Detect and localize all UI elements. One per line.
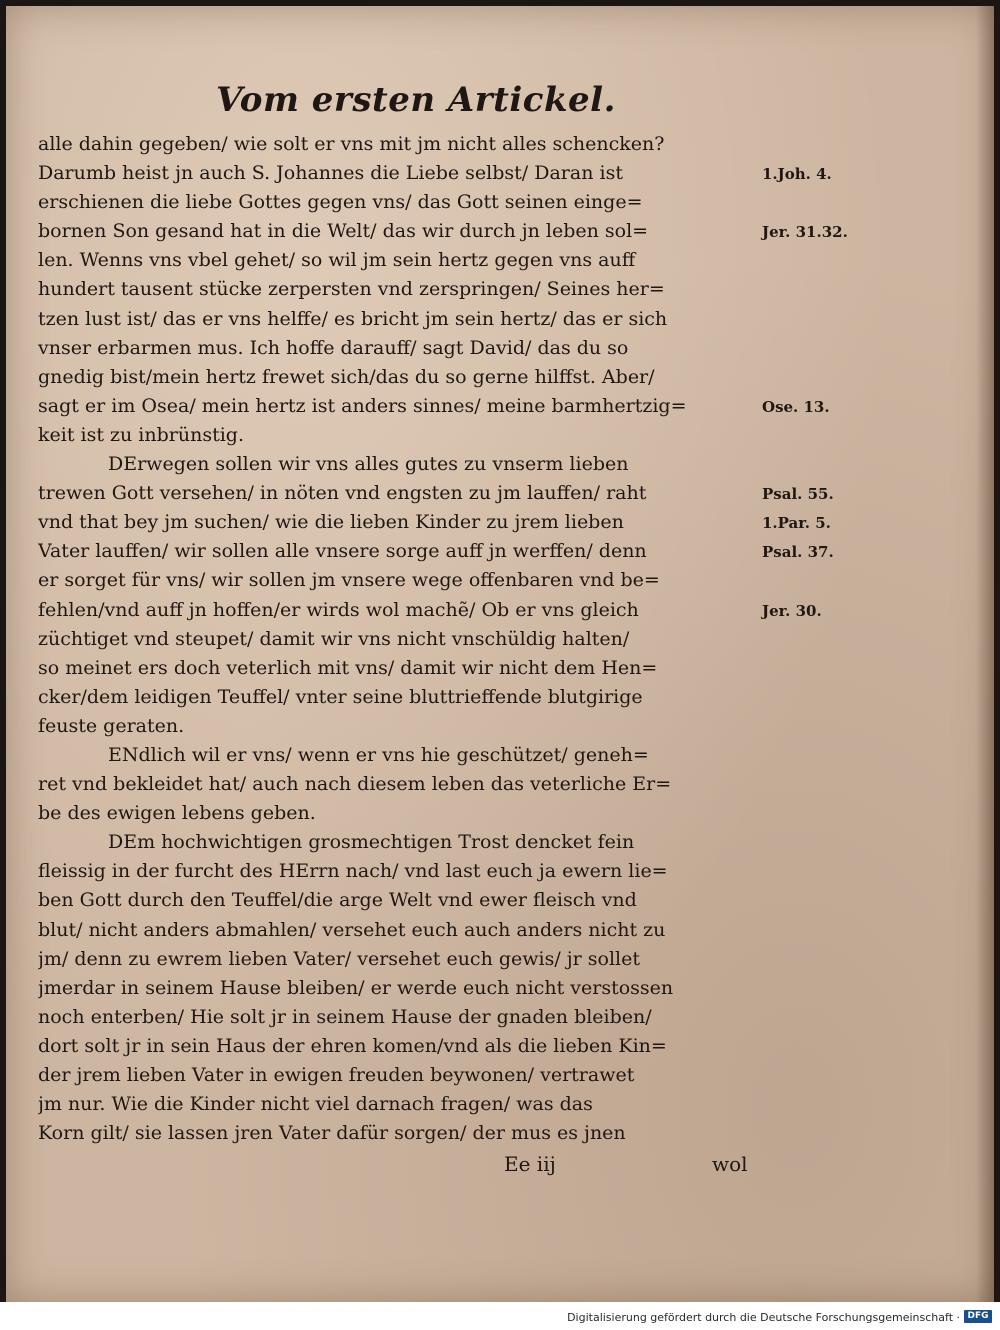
text-line: tzen lust ist/ das er vns helffe/ es bricht jm sein hertz/ das er sich xyxy=(38,307,668,330)
text-line: Vater lauffen/ wir sollen alle vnsere sorge auff jn werffen/ denn xyxy=(38,540,647,563)
text-line: ret vnd bekleidet hat/ auch nach diesem leben das veterliche Er= xyxy=(38,773,672,796)
text-line: sagt er im Osea/ mein hertz ist anders sinnes/ meine barmhertzig= xyxy=(38,394,687,417)
text-line: ben Gott durch den Teuffel/die arge Welt vnd ewer fleisch vnd xyxy=(38,889,637,912)
credit-text: Digitalisierung gefördert durch die Deutsche Forschungsgemeinschaft · xyxy=(567,1311,960,1324)
dfg-logo: DFG xyxy=(964,1310,992,1323)
text-line: hundert tausent stücke zerpersten vnd zerspringen/ Seines her= xyxy=(38,278,665,301)
running-header: Vom ersten Artickel. xyxy=(216,80,616,120)
text-line: len. Wenns vns vbel gehet/ so wil jm sein hertz gegen vns auff xyxy=(38,249,636,272)
text-line: jm nur. Wie die Kinder nicht viel darnach fragen/ was das xyxy=(38,1093,593,1116)
text-line: gnedig bist/mein hertz frewet sich/das du so gerne hilffst. Aber/ xyxy=(38,365,655,388)
text-line: erschienen die liebe Gottes gegen vns/ das Gott seinen einge= xyxy=(38,191,643,214)
text-line: ENdlich wil er vns/ wenn er vns hie geschützet/ geneh= xyxy=(108,743,649,766)
text-line: er sorget für vns/ wir sollen jm vnsere wege offenbaren vnd be= xyxy=(38,569,660,592)
text-line: DEm hochwichtigen grosmechtigen Trost dencket fein xyxy=(108,831,635,854)
margin-reference: Ose. 13. xyxy=(762,397,830,416)
text-line: so meinet ers doch veterlich mit vns/ damit wir nicht dem Hen= xyxy=(38,656,658,679)
text-line: jmerdar in seinem Hause bleiben/ er werde euch nicht verstossen xyxy=(38,976,674,999)
text-line: fehlen/vnd auff jn hoffen/er wirds wol machẽ/ Ob er vns gleich xyxy=(38,598,639,621)
margin-reference: 1.Par. 5. xyxy=(762,514,831,533)
text-line: vnd that bey jm suchen/ wie die lieben Kinder zu jrem lieben xyxy=(38,511,624,534)
text-line: Darumb heist jn auch S. Johannes die Liebe selbst/ Daran ist xyxy=(38,162,623,185)
text-line: vnser erbarmen mus. Ich hoffe darauff/ sagt David/ das du so xyxy=(38,336,629,359)
signature-mark: Ee iij xyxy=(504,1152,556,1176)
margin-reference: 1.Joh. 4. xyxy=(762,165,832,184)
text-line: keit ist zu inbrünstig. xyxy=(38,423,244,446)
text-line: züchtiget vnd steupet/ damit wir vns nicht vnschüldig halten/ xyxy=(38,627,630,650)
text-line: DErwegen sollen wir vns alles gutes zu vnserm lieben xyxy=(108,453,629,476)
text-line: fleissig in der furcht des HErrn nach/ vnd last euch ja ewern lie= xyxy=(38,860,668,883)
text-line: cker/dem leidigen Teuffel/ vnter seine bluttrieffende blutgirige xyxy=(38,685,643,708)
text-line: blut/ nicht anders abmahlen/ versehet euch auch anders nicht zu xyxy=(38,918,666,941)
text-line: jm/ denn zu ewrem lieben Vater/ versehet euch gewis/ jr sollet xyxy=(38,947,641,970)
text-line: be des ewigen lebens geben. xyxy=(38,802,316,825)
book-page xyxy=(6,6,994,1302)
margin-reference: Jer. 31.32. xyxy=(762,223,848,242)
body-text xyxy=(38,130,760,1148)
catchword: wol xyxy=(712,1152,748,1176)
margin-reference: Jer. 30. xyxy=(762,601,822,620)
margin-reference: Psal. 37. xyxy=(762,543,834,562)
text-line: feuste geraten. xyxy=(38,714,185,737)
text-line: Korn gilt/ sie lassen jren Vater dafür sorgen/ der mus es jnen xyxy=(38,1122,626,1145)
margin-reference: Psal. 55. xyxy=(762,485,834,504)
text-line: bornen Son gesand hat in die Welt/ das wir durch jn leben sol= xyxy=(38,220,649,243)
text-line: noch enterben/ Hie solt jr in seinem Hause der gnaden bleiben/ xyxy=(38,1005,652,1028)
text-line: dort solt jr in sein Haus der ehren komen/vnd als die lieben Kin= xyxy=(38,1034,667,1057)
text-line: der jrem lieben Vater in ewigen freuden beywonen/ vertrawet xyxy=(38,1064,635,1086)
text-line: alle dahin gegeben/ wie solt er vns mit jm nicht alles schencken? xyxy=(38,133,665,155)
text-line: trewen Gott versehen/ in nöten vnd engsten zu jm lauffen/ raht xyxy=(38,482,647,505)
